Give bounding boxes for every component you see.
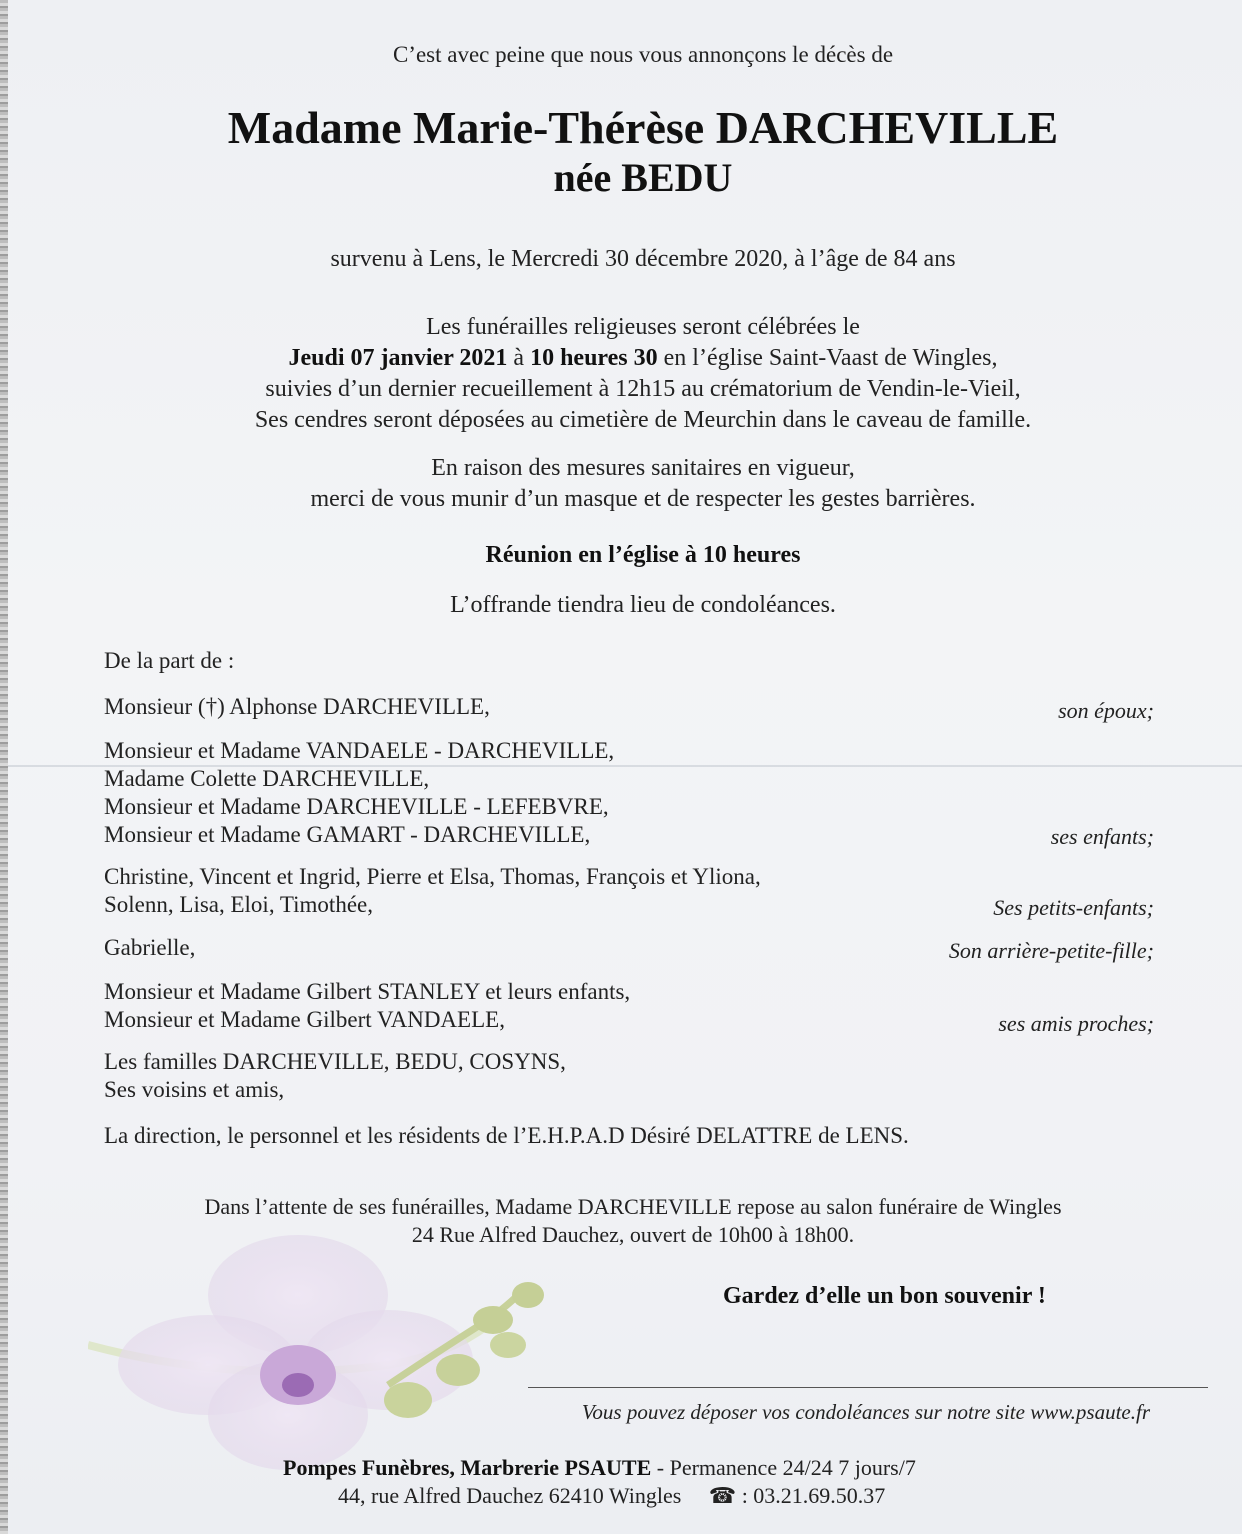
intro-text: C’est avec peine que nous vous annonçons le décès de (392, 42, 894, 67)
viewing-line-2: 24 Rue Alfred Dauchez, ouvert de 10h00 à 18h00. (411, 1222, 855, 1247)
list-item: Monsieur et Madame Gilbert STANLEY et leurs enfants, (104, 979, 631, 1004)
farewell-text: Gardez d’elle un bon souvenir ! (723, 1283, 1046, 1309)
list-item: Monsieur et Madame VANDAELE - DARCHEVILLE, (104, 738, 615, 763)
relation-children: ses enfants; (1050, 824, 1154, 849)
meeting-notice: Réunion en l’église à 10 heures (485, 542, 801, 568)
list-item: Les familles DARCHEVILLE, BEDU, COSYNS, (104, 1049, 566, 1074)
list-item: La direction, le personnel et les résidents de l’E.H.P.A.D Désiré DELATTRE de LENS. (104, 1123, 909, 1148)
family-grandchildren (104, 863, 761, 919)
website-text: Vous pouvez déposer vos condoléances sur notre site www.psaute.fr (581, 1400, 1150, 1424)
funeral-place: en l’église Saint-Vaast de Wingles, (663, 345, 998, 371)
relation-spouse: son époux; (1058, 698, 1154, 723)
death-details: survenu à Lens, le Mercredi 30 décembre 2020, à l’âge de 84 ans (330, 246, 956, 272)
funeral-line-1: Les funérailles religieuses seront célébrées le (426, 314, 860, 340)
relation-friends: ses amis proches; (998, 1011, 1154, 1036)
list-item: Monsieur (†) Alphonse DARCHEVILLE, (104, 694, 490, 719)
maiden-name: née BEDU (553, 155, 733, 200)
funeral-time: 10 heures 30 (530, 345, 658, 371)
list-item: Monsieur et Madame GAMART - DARCHEVILLE, (104, 822, 591, 847)
from-label: De la part de : (104, 648, 235, 673)
family-great-grandchild (104, 934, 195, 962)
offering-notice: L’offrande tiendra lieu de condoléances. (450, 592, 836, 618)
viewing-line-1: Dans l’attente de ses funérailles, Madame DARCHEVILLE repose au salon funéraire de Wingles (204, 1194, 1062, 1219)
list-item: Monsieur et Madame Gilbert VANDAELE, (104, 1007, 505, 1032)
sanitary-line-2: merci de vous munir d’un masque et de respecter les gestes barrières. (310, 486, 976, 512)
company-address-line (338, 1483, 885, 1509)
obituary-sheet (8, 0, 1242, 1534)
sanitary-notice (8, 453, 1242, 515)
family-ehpad (104, 1122, 909, 1150)
list-item: Ses voisins et amis, (104, 1077, 285, 1102)
company-line (283, 1455, 916, 1481)
relation-grandchildren: Ses petits-enfants; (993, 895, 1154, 920)
relation-great-grandchild: Son arrière-petite-fille; (948, 938, 1154, 963)
funeral-line-3: suivies d’un dernier recueillement à 12h15 au crématorium de Vendin-le-Vieil, (265, 376, 1021, 402)
sanitary-line-1: En raison des mesures sanitaires en vigueur, (431, 455, 855, 481)
funeral-line-2 (8, 343, 1242, 374)
divider-line (528, 1387, 1208, 1388)
funeral-a: à (513, 345, 525, 371)
family-children (104, 737, 614, 849)
phone-icon: ☎ (708, 1483, 737, 1508)
company-address: 44, rue Alfred Dauchez 62410 Wingles (338, 1483, 682, 1508)
list-item: Christine, Vincent et Ingrid, Pierre et Elsa, Thomas, François et Yliona, (104, 864, 761, 889)
funeral-block (8, 312, 1242, 436)
family-relatives (104, 1048, 566, 1104)
company-phone: : 03.21.69.50.37 (741, 1483, 886, 1508)
family-spouse (104, 693, 490, 721)
list-item: Monsieur et Madame DARCHEVILLE - LEFEBVRE, (104, 794, 609, 819)
family-friends (104, 978, 630, 1034)
funeral-date: Jeudi 07 janvier 2021 (288, 345, 508, 371)
list-item: Solenn, Lisa, Eloi, Timothée, (104, 892, 373, 917)
list-item: Gabrielle, (104, 935, 196, 960)
deceased-name: Madame Marie-Thérèse DARCHEVILLE (227, 102, 1059, 153)
funeral-line-4: Ses cendres seront déposées au cimetière de Meurchin dans le caveau de famille. (254, 407, 1032, 433)
company-permanence: - Permanence 24/24 7 jours/7 (656, 1455, 916, 1480)
company-name: Pompes Funèbres, Marbrerie PSAUTE (283, 1455, 652, 1480)
list-item: Madame Colette DARCHEVILLE, (104, 766, 430, 791)
